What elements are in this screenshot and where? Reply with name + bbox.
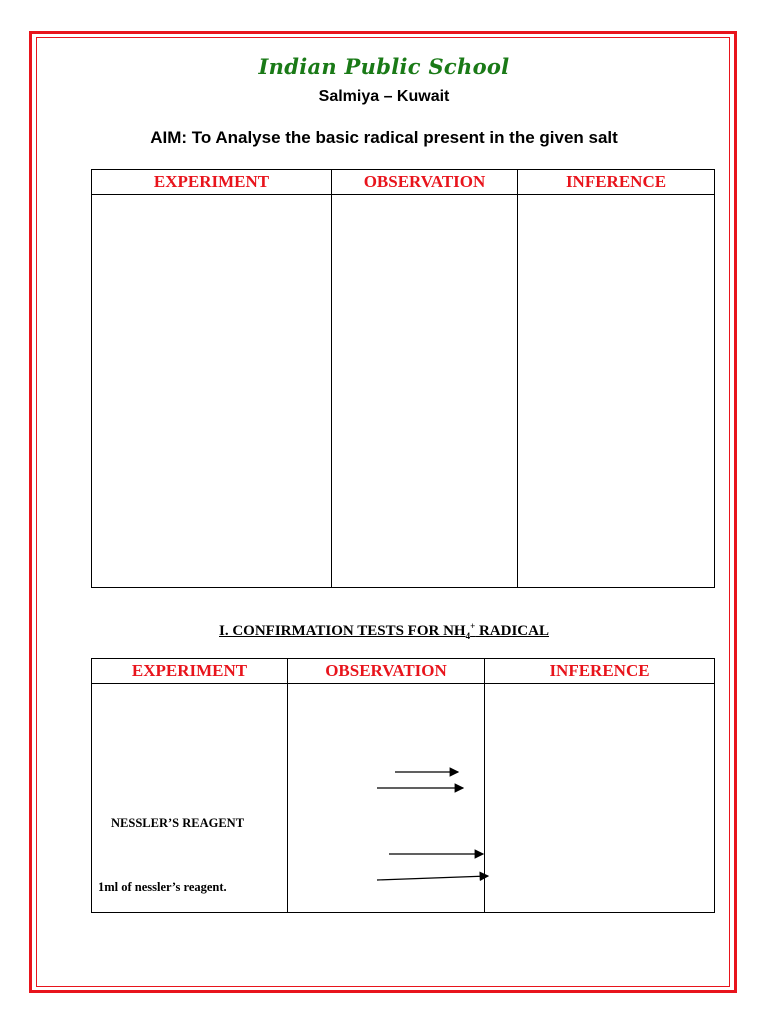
analysis-table-header-row: [92, 170, 715, 195]
aim-statement: AIM: To Analyse the basic radical present in the given salt: [150, 128, 618, 147]
experiment-cell[interactable]: [92, 195, 332, 588]
section-heading-subscript: 4: [465, 631, 471, 641]
column-header-observation: OBSERVATION: [332, 170, 518, 195]
observation-cell[interactable]: [288, 684, 485, 913]
column-header-inference: INFERENCE: [518, 170, 715, 195]
confirmation-table: [91, 658, 715, 913]
inference-cell[interactable]: [518, 195, 715, 588]
nessler-reagent-label: NESSLER’S REAGENT: [111, 816, 245, 830]
inference-cell[interactable]: [485, 684, 715, 913]
section-heading-suffix: RADICAL: [475, 623, 549, 639]
confirmation-table-header-row: [92, 659, 715, 684]
section-heading-text: I. CONFIRMATION TESTS FOR NH: [219, 623, 466, 639]
column-header-observation: OBSERVATION: [288, 659, 485, 684]
experiment-cell[interactable]: [92, 684, 288, 913]
observation-cell[interactable]: [332, 195, 518, 588]
column-header-inference: INFERENCE: [485, 659, 715, 684]
analysis-table-row: [92, 195, 715, 588]
column-header-experiment: EXPERIMENT: [92, 170, 332, 195]
school-name: Indian Public School: [258, 54, 510, 79]
section-heading: [0, 621, 768, 641]
analysis-table: [91, 169, 715, 588]
section-heading-superscript: +: [470, 621, 476, 631]
column-header-experiment: EXPERIMENT: [92, 659, 288, 684]
school-location: Salmiya – Kuwait: [318, 88, 450, 105]
nessler-reagent-instruction: 1ml of nessler’s reagent.: [98, 880, 227, 894]
confirmation-table-row: [92, 684, 715, 913]
